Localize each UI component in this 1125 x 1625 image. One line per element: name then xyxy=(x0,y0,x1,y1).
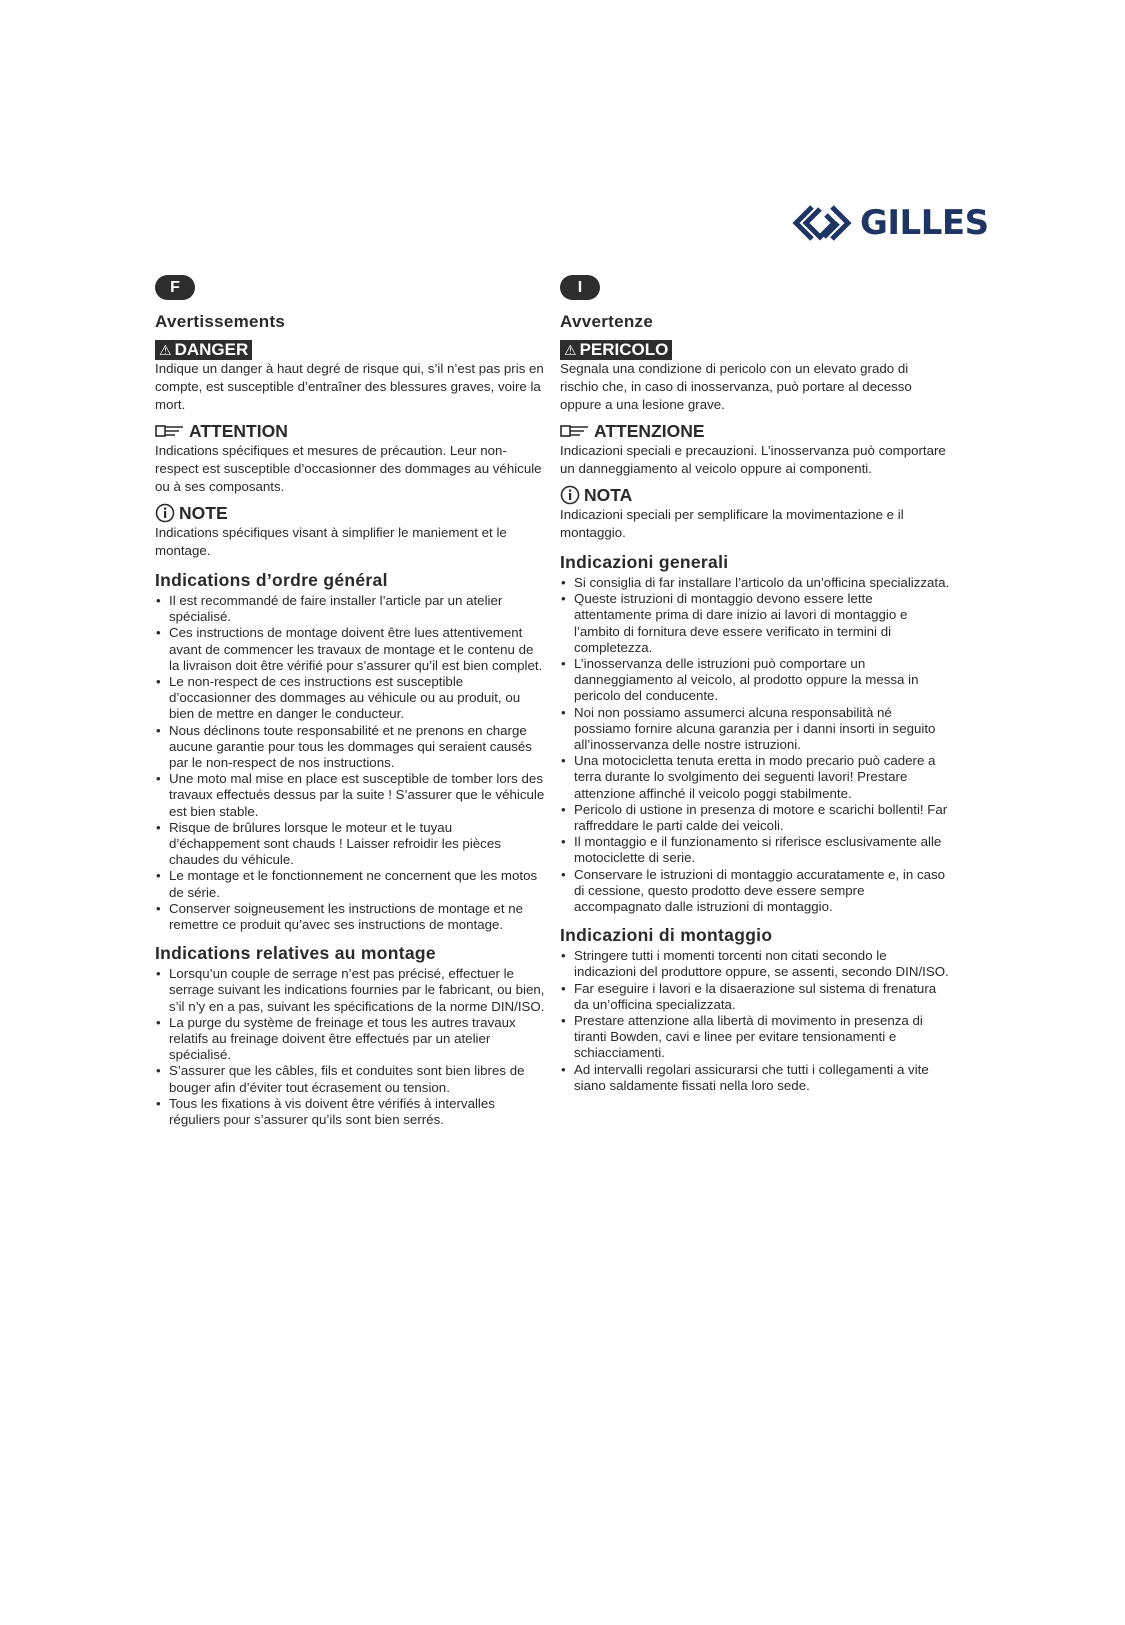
language-badge: F xyxy=(155,275,195,300)
list-item: • L’inosservanza delle istruzioni può comportare un danneggiamento al veicolo, al prodotto oppure la messa in pericolo del conducente. xyxy=(560,656,950,705)
italian-column xyxy=(560,275,950,1094)
list-item: • S’assurer que les câbles, fils et conduites sont bien libres de bouger afin d’éviter tout écrasement ou tension. xyxy=(155,1063,545,1095)
note-block xyxy=(155,502,545,560)
note-block xyxy=(560,484,950,542)
note-text: Indicazioni speciali per semplificare la movimentazione e il montaggio. xyxy=(560,507,904,540)
warnings-title: Avertissements xyxy=(155,312,286,331)
list-item: • Il montaggio e il funzionamento si riferisce esclusivamente alle motociclette di serie. xyxy=(560,834,950,866)
danger-text: Segnala una condizione di pericolo con un elevato grado di rischio che, in caso di inosservanza, può portare al decesso oppure a una lesione grave. xyxy=(560,361,912,412)
french-column xyxy=(155,275,545,1128)
list-item: • Ces instructions de montage doivent être lues attentivement avant de commencer les travaux de montage et le contenu de la livraison doit être vérifié pour s’assurer qu’il est bien complet. xyxy=(155,625,545,674)
note-label xyxy=(155,502,545,524)
gilles-emblem-icon xyxy=(790,203,854,243)
attention-label xyxy=(155,420,545,442)
list-item: • Conservare le istruzioni di montaggio accuratamente e, in caso di cessione, questo prodotto deve essere sempre accompagnato dalle istruzioni di montaggio. xyxy=(560,867,950,916)
danger-block xyxy=(560,340,950,414)
attention-text: Indicazioni speciali e precauzioni. L’inosservanza può comportare un danneggiamento al veicolo oppure ai componenti. xyxy=(560,443,946,476)
list-item: • Lorsqu’un couple de serrage n’est pas précisé, effectuer le serrage suivant les indications fournies par le fabricant, ou bien, s’il n’y en a pas, suivant les spécifications de la norme DIN/ISO. xyxy=(155,966,545,1015)
general-title: Indications d’ordre général xyxy=(155,570,388,590)
list-item: • Far eseguire i lavori e la disaerazione sul sistema di frenatura da un’officina specializzata. xyxy=(560,981,950,1013)
note-text: Indications spécifiques visant à simplifier le maniement et le montage. xyxy=(155,525,507,558)
list-item: • Le non-respect de ces instructions est susceptible d’occasionner des dommages au véhicule ou au produit, ou bien de mettre en danger le conducteur. xyxy=(155,674,545,723)
general-title: Indicazioni generali xyxy=(560,552,729,572)
note-label-text: NOTE xyxy=(179,503,228,523)
info-icon xyxy=(560,485,580,505)
general-list xyxy=(560,575,950,915)
list-item: • Queste istruzioni di montaggio devono essere lette attentamente prima di dare inizio ai lavori di montaggio e l’ambito di fornitura deve essere verificato in termini di completezza. xyxy=(560,591,950,656)
list-item: • Risque de brûlures lorsque le moteur et le tuyau d’échappement sont chauds ! Laisser refroidir les pièces chaudes du véhicule. xyxy=(155,820,545,869)
list-item: • Le montage et le fonctionnement ne concernent que les motos de série. xyxy=(155,868,545,900)
list-item: • Nous déclinons toute responsabilité et ne prenons en charge aucune garantie pour tous les dommages qui seraient causés par le non-respect de nos instructions. xyxy=(155,723,545,772)
language-badge: I xyxy=(560,275,600,300)
list-item: • Tous les fixations à vis doivent être vérifiés à intervalles réguliers pour s’assurer qu’ils sont bien serrés. xyxy=(155,1096,545,1128)
warnings-title: Avvertenze xyxy=(560,312,654,331)
mounting-list xyxy=(155,966,545,1128)
list-item: • Conserver soigneusement les instructions de montage et ne remettre ce produit qu’avec ses instructions de montage. xyxy=(155,901,545,933)
warning-triangle-icon: ⚠ xyxy=(564,342,577,358)
list-item: • Prestare attenzione alla libertà di movimento in presenza di tiranti Bowden, cavi e linee per evitare tensionamenti e schiacciamenti. xyxy=(560,1013,950,1062)
list-item: • Il est recommandé de faire installer l’article par un atelier spécialisé. xyxy=(155,593,545,625)
mounting-title: Indicazioni di montaggio xyxy=(560,925,773,946)
list-item: • Pericolo di ustione in presenza di motore e scarichi bollenti! Far raffreddare le parti calde dei veicoli. xyxy=(560,802,950,834)
attention-label xyxy=(560,420,950,442)
general-list xyxy=(155,593,545,933)
danger-label-text: PERICOLO xyxy=(579,340,669,359)
pointing-hand-icon xyxy=(560,424,590,438)
attention-text: Indications spécifiques et mesures de précaution. Leur non-respect est susceptible d’occasionner des dommages au véhicule ou à ses composants. xyxy=(155,443,542,494)
list-item: • Si consiglia di far installare l’articolo da un’officina specializzata. xyxy=(560,575,950,591)
list-item: • Stringere tutti i momenti torcenti non citati secondo le indicazioni del produttore oppure, se assenti, secondo DIN/ISO. xyxy=(560,948,950,980)
danger-block xyxy=(155,340,545,414)
pointing-hand-icon xyxy=(155,424,185,438)
attention-block xyxy=(155,420,545,496)
warning-triangle-icon: ⚠ xyxy=(159,342,172,358)
list-item: • Una motocicletta tenuta eretta in modo precario può cadere a terra durante lo svolgimento dei seguenti lavori! Prestare attenzione affinché il veicolo poggi stabilmente. xyxy=(560,753,950,802)
note-label xyxy=(560,484,950,506)
danger-text: Indique un danger à haut degré de risque qui, s’il n’est pas pris en compte, est susceptible d’entraîner des blessures graves, voire la mort. xyxy=(155,361,544,412)
list-item: • La purge du système de freinage et tous les autres travaux relatifs au freinage doivent être effectués par un atelier spécialisé. xyxy=(155,1015,545,1064)
mounting-title: Indications relatives au montage xyxy=(155,943,436,964)
brand-logo xyxy=(790,200,989,246)
danger-label xyxy=(560,340,672,360)
list-item: • Une moto mal mise en place est susceptible de tomber lors des travaux effectués dessus par la suite ! S’assurer que le véhicule est bien stable. xyxy=(155,771,545,820)
info-icon xyxy=(155,503,175,523)
attention-label-text: ATTENZIONE xyxy=(594,421,705,441)
list-item: • Ad intervalli regolari assicurarsi che tutti i collegamenti a vite siano saldamente fissati nella loro sede. xyxy=(560,1062,950,1094)
mounting-list xyxy=(560,948,950,1094)
list-item: • Noi non possiamo assumerci alcuna responsabilità né possiamo fornire alcuna garanzia per i danni insorti in seguito all’inosservanza delle nostre istruzioni. xyxy=(560,705,950,754)
danger-label-text: DANGER xyxy=(174,340,249,359)
brand-name: GILLES xyxy=(860,203,989,243)
attention-block xyxy=(560,420,950,478)
attention-label-text: ATTENTION xyxy=(189,421,288,441)
danger-label xyxy=(155,340,252,360)
note-label-text: NOTA xyxy=(584,485,633,505)
